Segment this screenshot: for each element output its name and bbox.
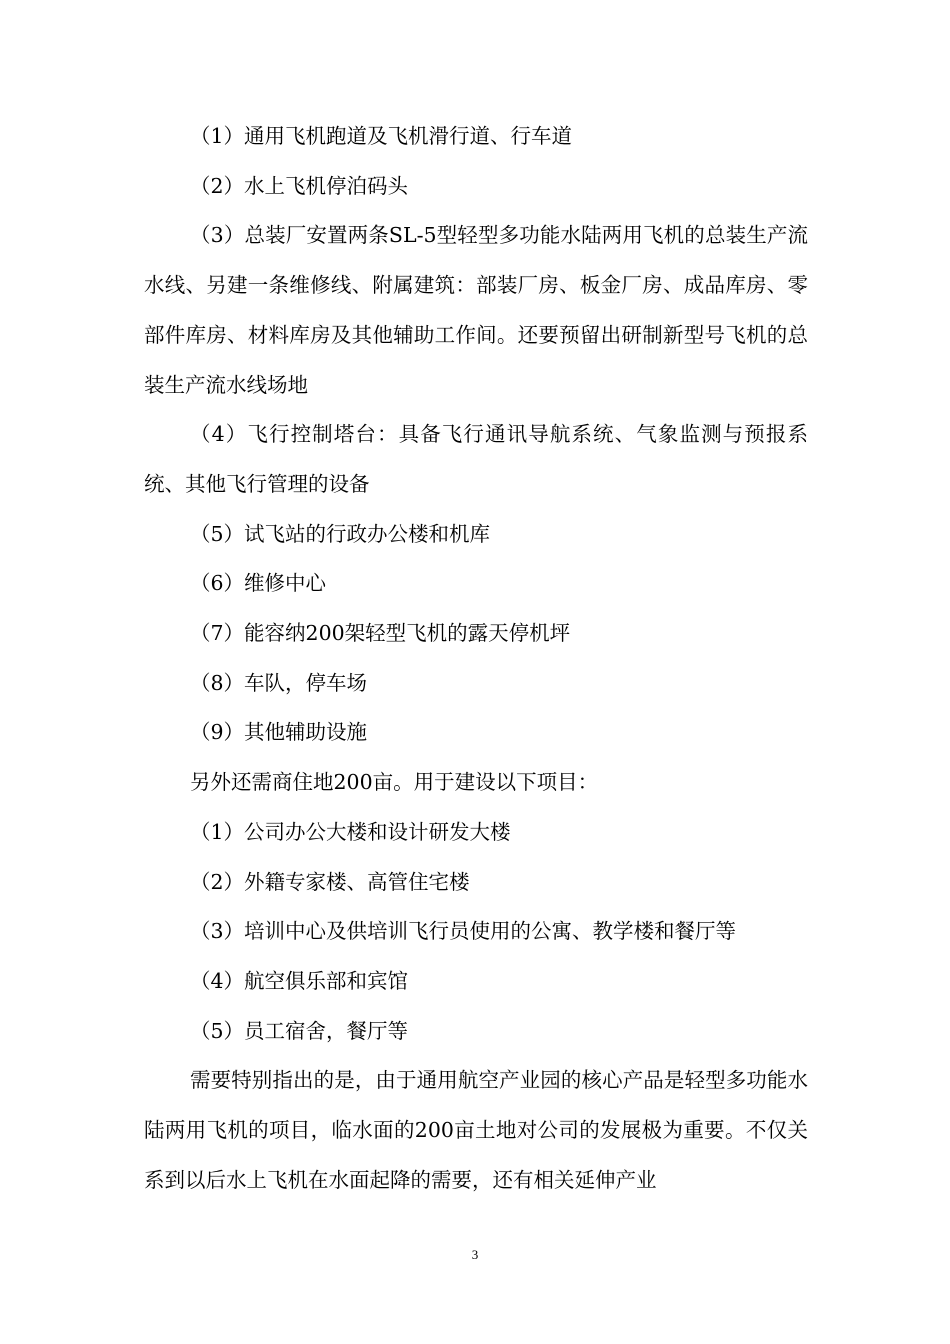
paragraph-aviation-club: （4）航空俱乐部和宾馆 <box>190 968 409 993</box>
paragraph-auxiliary-facilities: （9）其他辅助设施 <box>190 720 368 745</box>
paragraph-maintenance-center: （6）维修中心 <box>190 571 327 596</box>
paragraph-runway: （1）通用飞机跑道及飞机滑行道、行车道 <box>190 124 573 148</box>
paragraph-training-center: （3）培训中心及供培训飞行员使用的公寓、教学楼和餐厅等 <box>190 919 737 944</box>
paragraph-assembly-plant: （3）总装厂安置两条SL-5型轻型多功能水陆两用飞机的总装生产流水线、另建一条维修线、附属建筑：部装厂房、板金厂房、成品库房、零部件库房、材料库房及其他辅助工作间。还要预留出研制新型号飞机的总装生产流水线场地 <box>144 223 808 397</box>
paragraph-commercial-land: 另外还需商住地200亩。用于建设以下项目： <box>190 770 599 795</box>
paragraph-test-flight-station: （5）试飞站的行政办公楼和机库 <box>190 521 491 546</box>
paragraph-special-note: 需要特别指出的是，由于通用航空产业园的核心产品是轻型多功能水陆两用飞机的项目，临水面的200亩土地对公司的发展极为重要。不仅关系到以后水上飞机在水面起降的需要，还有相关延伸产业 <box>144 1068 808 1192</box>
paragraph-seaplane-dock: （2）水上飞机停泊码头 <box>190 173 409 198</box>
page-number: 3 <box>471 1247 479 1262</box>
paragraph-fleet-parking: （8）车队，停车场 <box>190 670 368 695</box>
paragraph-control-tower: （4）飞行控制塔台：具备飞行通讯导航系统、气象监测与预报系统、其他飞行管理的设备 <box>144 422 808 496</box>
paragraph-apron: （7）能容纳200架轻型飞机的露天停机坪 <box>190 621 571 646</box>
body-text <box>144 112 808 1205</box>
paragraph-office-buildings: （1）公司办公大楼和设计研发大楼 <box>190 819 511 844</box>
paragraph-expert-housing: （2）外籍专家楼、高管住宅楼 <box>190 869 470 894</box>
paragraph-staff-dormitory: （5）员工宿舍，餐厅等 <box>190 1018 409 1043</box>
